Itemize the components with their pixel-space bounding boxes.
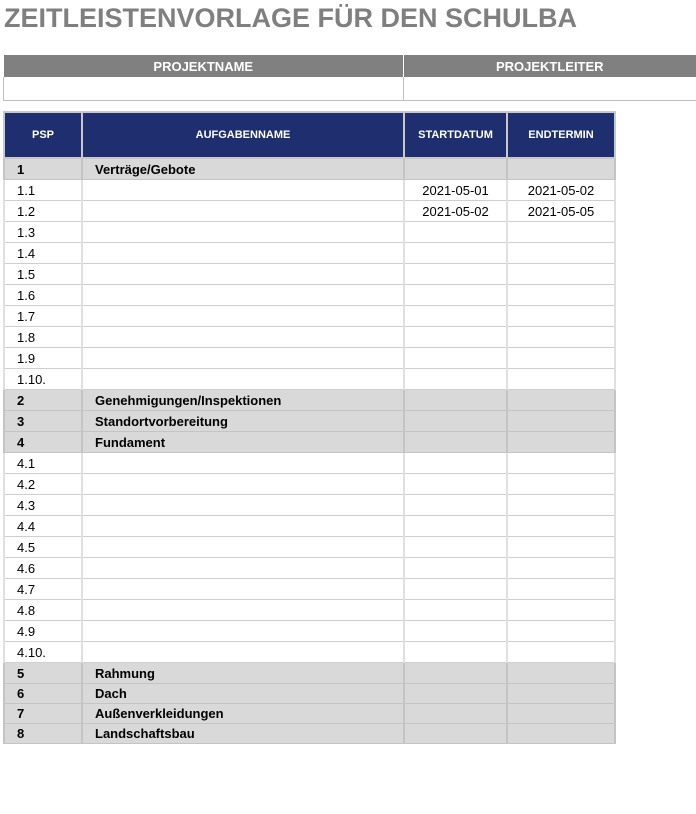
start-date-cell[interactable] — [404, 600, 507, 621]
start-date-cell[interactable] — [404, 474, 507, 495]
table-row — [4, 516, 615, 537]
start-date-cell[interactable] — [404, 453, 507, 474]
start-date-cell[interactable]: 2021-05-02 — [404, 201, 507, 222]
task-name-cell[interactable]: Außenverkleidungen — [82, 704, 404, 724]
psp-cell[interactable]: 1.5 — [4, 264, 82, 285]
table-row — [4, 222, 615, 243]
table-row — [4, 201, 615, 222]
task-name-cell[interactable] — [82, 600, 404, 621]
end-date-cell[interactable] — [507, 369, 615, 390]
psp-cell[interactable]: 4.9 — [4, 621, 82, 642]
psp-cell[interactable]: 3 — [4, 411, 82, 432]
start-date-cell[interactable]: 2021-05-01 — [404, 180, 507, 201]
task-name-cell[interactable] — [82, 474, 404, 495]
start-date-cell[interactable] — [404, 222, 507, 243]
task-name-cell[interactable] — [82, 243, 404, 264]
table-row — [4, 579, 615, 600]
task-name-cell[interactable] — [82, 621, 404, 642]
project-lead-field[interactable] — [404, 77, 696, 101]
start-date-cell[interactable] — [404, 264, 507, 285]
psp-cell[interactable]: 1.10. — [4, 369, 82, 390]
start-date-cell[interactable] — [404, 558, 507, 579]
table-row — [4, 180, 615, 201]
task-name-cell[interactable] — [82, 516, 404, 537]
psp-cell[interactable]: 1 — [4, 158, 82, 180]
end-date-cell[interactable] — [507, 558, 615, 579]
start-date-cell[interactable] — [404, 684, 507, 704]
start-date-cell[interactable] — [404, 348, 507, 369]
psp-cell[interactable]: 1.6 — [4, 285, 82, 306]
start-date-cell[interactable] — [404, 621, 507, 642]
table-row — [4, 348, 615, 369]
task-name-cell[interactable] — [82, 201, 404, 222]
group-row — [4, 684, 615, 704]
psp-cell[interactable]: 1.3 — [4, 222, 82, 243]
end-date-cell[interactable] — [507, 285, 615, 306]
project-lead-header: PROJEKTLEITER — [404, 55, 696, 77]
psp-cell[interactable]: 7 — [4, 704, 82, 724]
end-date-cell[interactable] — [507, 411, 615, 432]
end-date-cell[interactable] — [507, 243, 615, 264]
group-row — [4, 704, 615, 724]
task-name-cell[interactable] — [82, 453, 404, 474]
end-date-cell[interactable] — [507, 621, 615, 642]
end-date-cell[interactable] — [507, 600, 615, 621]
start-date-column-header: STARTDATUM — [404, 112, 507, 158]
end-date-cell[interactable] — [507, 642, 615, 663]
psp-cell[interactable]: 6 — [4, 684, 82, 704]
table-row — [4, 306, 615, 327]
start-date-cell[interactable] — [404, 579, 507, 600]
task-name-cell[interactable] — [82, 642, 404, 663]
psp-cell[interactable]: 4.2 — [4, 474, 82, 495]
psp-cell[interactable]: 4.7 — [4, 579, 82, 600]
group-row — [4, 411, 615, 432]
psp-cell[interactable]: 1.2 — [4, 201, 82, 222]
table-row — [4, 558, 615, 579]
task-name-cell[interactable]: Verträge/Gebote — [82, 158, 404, 180]
end-date-cell[interactable] — [507, 432, 615, 453]
table-body — [4, 158, 615, 744]
psp-cell[interactable]: 4.1 — [4, 453, 82, 474]
start-date-cell[interactable] — [404, 432, 507, 453]
task-name-cell[interactable]: Rahmung — [82, 663, 404, 684]
table-row — [4, 537, 615, 558]
psp-cell[interactable]: 1.8 — [4, 327, 82, 348]
table-row — [4, 264, 615, 285]
start-date-cell[interactable] — [404, 390, 507, 411]
task-name-cell[interactable] — [82, 222, 404, 243]
psp-cell[interactable]: 1.7 — [4, 306, 82, 327]
end-date-cell[interactable] — [507, 390, 615, 411]
psp-cell[interactable]: 8 — [4, 724, 82, 744]
group-row — [4, 724, 615, 744]
task-name-cell[interactable]: Fundament — [82, 432, 404, 453]
psp-cell[interactable]: 4.10. — [4, 642, 82, 663]
end-date-cell[interactable] — [507, 516, 615, 537]
page-title: ZEITLEISTENVORLAGE FÜR DEN SCHULBA — [4, 3, 578, 33]
end-date-cell[interactable]: 2021-05-02 — [507, 180, 615, 201]
project-name-header: PROJEKTNAME — [4, 55, 404, 77]
task-name-cell[interactable] — [82, 306, 404, 327]
start-date-cell[interactable] — [404, 495, 507, 516]
end-date-cell[interactable] — [507, 264, 615, 285]
task-name-cell[interactable] — [82, 285, 404, 306]
end-date-cell[interactable] — [507, 495, 615, 516]
psp-column-header: PSP — [4, 112, 82, 158]
end-date-column-header: ENDTERMIN — [507, 112, 615, 158]
end-date-cell[interactable] — [507, 158, 615, 180]
task-name-cell[interactable]: Standortvorbereitung — [82, 411, 404, 432]
task-name-cell[interactable]: Landschaftsbau — [82, 724, 404, 744]
table-row — [4, 642, 615, 663]
project-info-table — [3, 55, 696, 101]
start-date-cell[interactable] — [404, 516, 507, 537]
end-date-cell[interactable] — [507, 222, 615, 243]
psp-cell[interactable]: 4.8 — [4, 600, 82, 621]
task-name-cell[interactable] — [82, 579, 404, 600]
table-row — [4, 369, 615, 390]
end-date-cell[interactable] — [507, 348, 615, 369]
psp-cell[interactable]: 4.3 — [4, 495, 82, 516]
end-date-cell[interactable] — [507, 327, 615, 348]
psp-cell[interactable]: 5 — [4, 663, 82, 684]
end-date-cell[interactable] — [507, 724, 615, 744]
task-name-cell[interactable] — [82, 348, 404, 369]
task-name-cell[interactable] — [82, 369, 404, 390]
table-row — [4, 327, 615, 348]
end-date-cell[interactable] — [507, 579, 615, 600]
end-date-cell[interactable] — [507, 474, 615, 495]
start-date-cell[interactable] — [404, 243, 507, 264]
psp-cell[interactable]: 1.4 — [4, 243, 82, 264]
start-date-cell[interactable] — [404, 411, 507, 432]
table-row — [4, 474, 615, 495]
end-date-cell[interactable]: 2021-05-05 — [507, 201, 615, 222]
start-date-cell[interactable] — [404, 537, 507, 558]
table-row — [4, 453, 615, 474]
end-date-cell[interactable] — [507, 704, 615, 724]
start-date-cell[interactable] — [404, 285, 507, 306]
table-row — [4, 621, 615, 642]
psp-cell[interactable]: 4.4 — [4, 516, 82, 537]
table-row — [4, 243, 615, 264]
group-row — [4, 432, 615, 453]
task-name-cell[interactable]: Genehmigungen/Inspektionen — [82, 390, 404, 411]
start-date-cell[interactable] — [404, 704, 507, 724]
psp-cell[interactable]: 1.9 — [4, 348, 82, 369]
end-date-cell[interactable] — [507, 306, 615, 327]
psp-cell[interactable]: 4.5 — [4, 537, 82, 558]
task-name-cell[interactable] — [82, 558, 404, 579]
task-name-column-header: AUFGABENNAME — [82, 112, 404, 158]
table-row — [4, 285, 615, 306]
table-row — [4, 495, 615, 516]
task-name-cell[interactable] — [82, 327, 404, 348]
end-date-cell[interactable] — [507, 453, 615, 474]
task-name-cell[interactable] — [82, 264, 404, 285]
psp-cell[interactable]: 2 — [4, 390, 82, 411]
start-date-cell[interactable] — [404, 306, 507, 327]
task-name-cell[interactable]: Dach — [82, 684, 404, 704]
group-row — [4, 390, 615, 411]
start-date-cell[interactable] — [404, 327, 507, 348]
task-name-cell[interactable] — [82, 495, 404, 516]
project-name-field[interactable] — [4, 77, 404, 101]
end-date-cell[interactable] — [507, 684, 615, 704]
start-date-cell[interactable] — [404, 369, 507, 390]
psp-cell[interactable]: 1.1 — [4, 180, 82, 201]
table-row — [4, 600, 615, 621]
group-row — [4, 158, 615, 180]
start-date-cell[interactable] — [404, 158, 507, 180]
task-name-cell[interactable] — [82, 537, 404, 558]
task-name-cell[interactable] — [82, 180, 404, 201]
timeline-table — [3, 111, 616, 744]
group-row — [4, 663, 615, 684]
start-date-cell[interactable] — [404, 642, 507, 663]
end-date-cell[interactable] — [507, 663, 615, 684]
start-date-cell[interactable] — [404, 724, 507, 744]
end-date-cell[interactable] — [507, 537, 615, 558]
table-header-row — [4, 112, 615, 158]
start-date-cell[interactable] — [404, 663, 507, 684]
psp-cell[interactable]: 4 — [4, 432, 82, 453]
psp-cell[interactable]: 4.6 — [4, 558, 82, 579]
